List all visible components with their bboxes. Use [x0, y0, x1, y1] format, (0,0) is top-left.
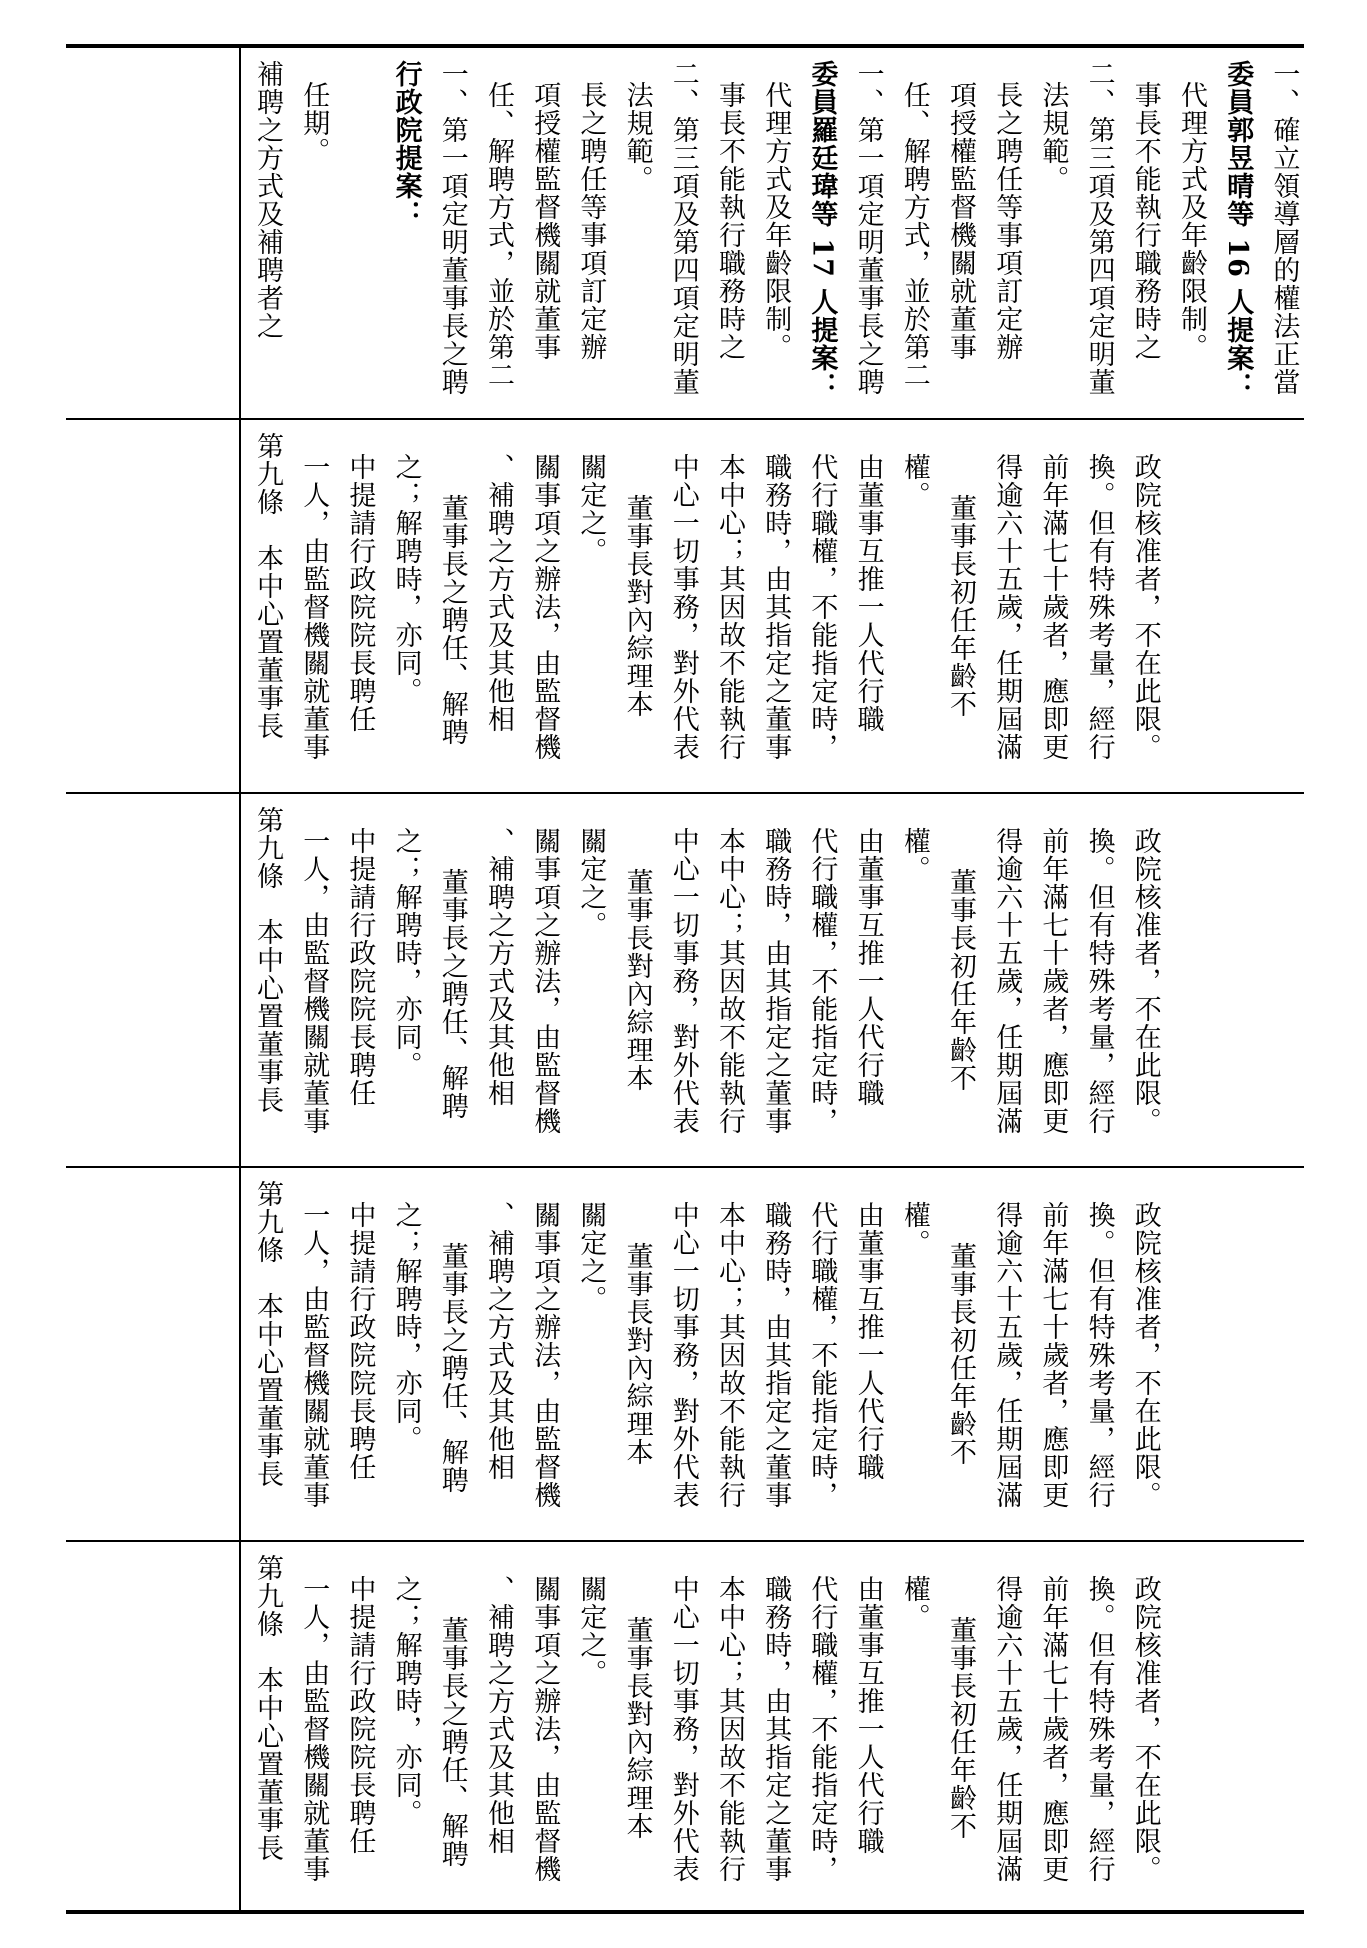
text-column: 關事項之辦法，由監督機	[529, 1574, 561, 1883]
text-column: 董事長對內綜理本	[621, 1241, 653, 1466]
text-column: 代理方式及年齡限制。	[1176, 80, 1207, 361]
text-column: 項授權監督機關就董事	[529, 80, 561, 361]
proposal-heading: 委員郭昱晴等 16 人提案：	[1222, 60, 1254, 401]
text-column: 政院核准者，不在此限。	[1129, 1574, 1161, 1883]
text-column: 得逾六十五歲，任期屆滿	[991, 826, 1023, 1135]
table-row-5	[241, 1542, 1304, 1910]
text-column: 換。但有特殊考量，經行	[1083, 826, 1115, 1135]
text-column: 任期。	[298, 80, 330, 165]
text-column: 關事項之辦法，由監督機	[529, 1200, 561, 1509]
text-column: 權。	[898, 826, 930, 883]
text-column: 權。	[898, 1200, 930, 1257]
text-column: 一、確立領導層的權法正當	[1268, 60, 1300, 396]
text-column: 長之聘任等事項訂定辦	[991, 80, 1023, 361]
text-column: 一人，由監督機關就董事	[298, 452, 330, 761]
text-column: 、補聘之方式及其他相	[483, 452, 514, 733]
proposal-heading: 委員羅廷瑋等 17 人提案：	[806, 60, 838, 401]
table-row-3	[241, 794, 1304, 1166]
text-column: 長之聘任等事項訂定辦	[575, 80, 607, 361]
text-column: 、補聘之方式及其他相	[483, 826, 514, 1107]
text-column: 之；解聘時，亦同。	[390, 826, 422, 1079]
text-column: 一人，由監督機關就董事	[298, 826, 330, 1135]
text-column: 一、第一項定明董事長之聘	[436, 60, 468, 396]
text-column: 關定之。	[575, 1574, 607, 1687]
text-column: 本中心；其因故不能執行	[714, 1200, 745, 1509]
text-column: 之；解聘時，亦同。	[390, 1574, 422, 1827]
text-column: 得逾六十五歲，任期屆滿	[991, 1200, 1023, 1509]
text-column: 本中心；其因故不能執行	[714, 826, 745, 1135]
text-column: 中心一切事務，對外代表	[667, 1200, 699, 1509]
text-column: 二、第三項及第四項定明董	[1083, 60, 1115, 396]
text-column: 得逾六十五歲，任期屆滿	[991, 1574, 1023, 1883]
text-column: 補聘之方式及補聘者之	[252, 60, 283, 340]
text-column: 本中心；其因故不能執行	[714, 452, 745, 761]
table-row-4	[241, 1168, 1304, 1540]
text-column: 代理方式及年齡限制。	[760, 80, 792, 361]
text-column: 任、解聘方式，並於第二	[483, 80, 514, 389]
text-column: 第九條 本中心置董事長	[252, 806, 283, 1114]
text-column: 二、第三項及第四項定明董	[667, 60, 699, 396]
text-column: 換。但有特殊考量，經行	[1083, 1200, 1115, 1509]
text-column: 董事長初任年齡不	[945, 867, 976, 1092]
text-column: 之；解聘時，亦同。	[390, 452, 422, 705]
text-column: 董事長對內綜理本	[621, 1615, 653, 1840]
text-column: 關定之。	[575, 1200, 607, 1313]
text-column: 事長不能執行職務時之	[1129, 80, 1161, 361]
text-column: 政院核准者，不在此限。	[1129, 1200, 1161, 1509]
text-column: 得逾六十五歲，任期屆滿	[991, 452, 1023, 761]
text-column: 一人，由監督機關就董事	[298, 1574, 330, 1883]
text-column: 前年滿七十歲者，應即更	[1037, 452, 1069, 761]
text-column: 董事長對內綜理本	[621, 867, 653, 1092]
text-column: 、補聘之方式及其他相	[483, 1574, 514, 1855]
text-column: 第九條 本中心置董事長	[252, 1180, 283, 1488]
text-column: 董事長之聘任、解聘	[436, 1241, 468, 1494]
text-column: 、補聘之方式及其他相	[483, 1200, 514, 1481]
text-column: 代行職權，不能指定時，	[806, 1574, 838, 1883]
text-column: 前年滿七十歲者，應即更	[1037, 826, 1069, 1135]
text-column: 職務時，由其指定之董事	[760, 1574, 792, 1883]
text-column: 中提請行政院院長聘任	[344, 1200, 376, 1481]
text-column: 關定之。	[575, 452, 607, 565]
text-column: 權。	[898, 1574, 930, 1631]
text-column: 換。但有特殊考量，經行	[1083, 1574, 1115, 1883]
table-row-1	[241, 48, 1304, 418]
text-column: 代行職權，不能指定時，	[806, 452, 838, 761]
text-column: 政院核准者，不在此限。	[1129, 826, 1161, 1135]
text-column: 之；解聘時，亦同。	[390, 1200, 422, 1453]
text-column: 董事長之聘任、解聘	[436, 1615, 468, 1868]
text-column: 董事長初任年齡不	[945, 1615, 976, 1840]
text-column: 董事長對內綜理本	[621, 493, 653, 718]
table-bottom-border	[66, 1910, 1304, 1914]
text-column: 關事項之辦法，由監督機	[529, 826, 561, 1135]
text-column: 由董事互推一人代行職	[852, 1574, 884, 1855]
text-column: 中提請行政院院長聘任	[344, 452, 376, 733]
text-column: 職務時，由其指定之董事	[760, 452, 792, 761]
text-column: 由董事互推一人代行職	[852, 1200, 884, 1481]
text-column: 代行職權，不能指定時，	[806, 1200, 838, 1509]
text-column: 關事項之辦法，由監督機	[529, 452, 561, 761]
text-column: 中心一切事務，對外代表	[667, 826, 699, 1135]
text-column: 前年滿七十歲者，應即更	[1037, 1574, 1069, 1883]
proposal-heading: 行政院提案：	[390, 60, 422, 228]
text-column: 董事長之聘任、解聘	[436, 867, 468, 1120]
text-column: 本中心；其因故不能執行	[714, 1574, 745, 1883]
text-column: 由董事互推一人代行職	[852, 826, 884, 1107]
text-column: 第九條 本中心置董事長	[252, 1554, 283, 1862]
text-column: 職務時，由其指定之董事	[760, 1200, 792, 1509]
text-column: 換。但有特殊考量，經行	[1083, 452, 1115, 761]
text-column: 權。	[898, 452, 930, 509]
text-column: 政院核准者，不在此限。	[1129, 452, 1161, 761]
text-column: 一人，由監督機關就董事	[298, 1200, 330, 1509]
text-column: 董事長初任年齡不	[945, 493, 976, 718]
text-column: 法規範。	[621, 80, 653, 193]
text-column: 中心一切事務，對外代表	[667, 1574, 699, 1883]
text-column: 事長不能執行職務時之	[714, 80, 745, 361]
text-column: 董事長之聘任、解聘	[436, 493, 468, 746]
text-column: 中提請行政院院長聘任	[344, 826, 376, 1107]
text-column: 代行職權，不能指定時，	[806, 826, 838, 1135]
text-column: 中心一切事務，對外代表	[667, 452, 699, 761]
table-row-2	[241, 420, 1304, 792]
text-column: 職務時，由其指定之董事	[760, 826, 792, 1135]
text-column: 關定之。	[575, 826, 607, 939]
text-column: 第九條 本中心置董事長	[252, 432, 283, 740]
text-column: 中提請行政院院長聘任	[344, 1574, 376, 1855]
text-column: 任、解聘方式，並於第二	[898, 80, 930, 389]
text-column: 前年滿七十歲者，應即更	[1037, 1200, 1069, 1509]
text-column: 項授權監督機關就董事	[945, 80, 976, 361]
text-column: 董事長初任年齡不	[945, 1241, 976, 1466]
text-column: 一、第一項定明董事長之聘	[852, 60, 884, 396]
text-column: 由董事互推一人代行職	[852, 452, 884, 733]
text-column: 法規範。	[1037, 80, 1069, 193]
